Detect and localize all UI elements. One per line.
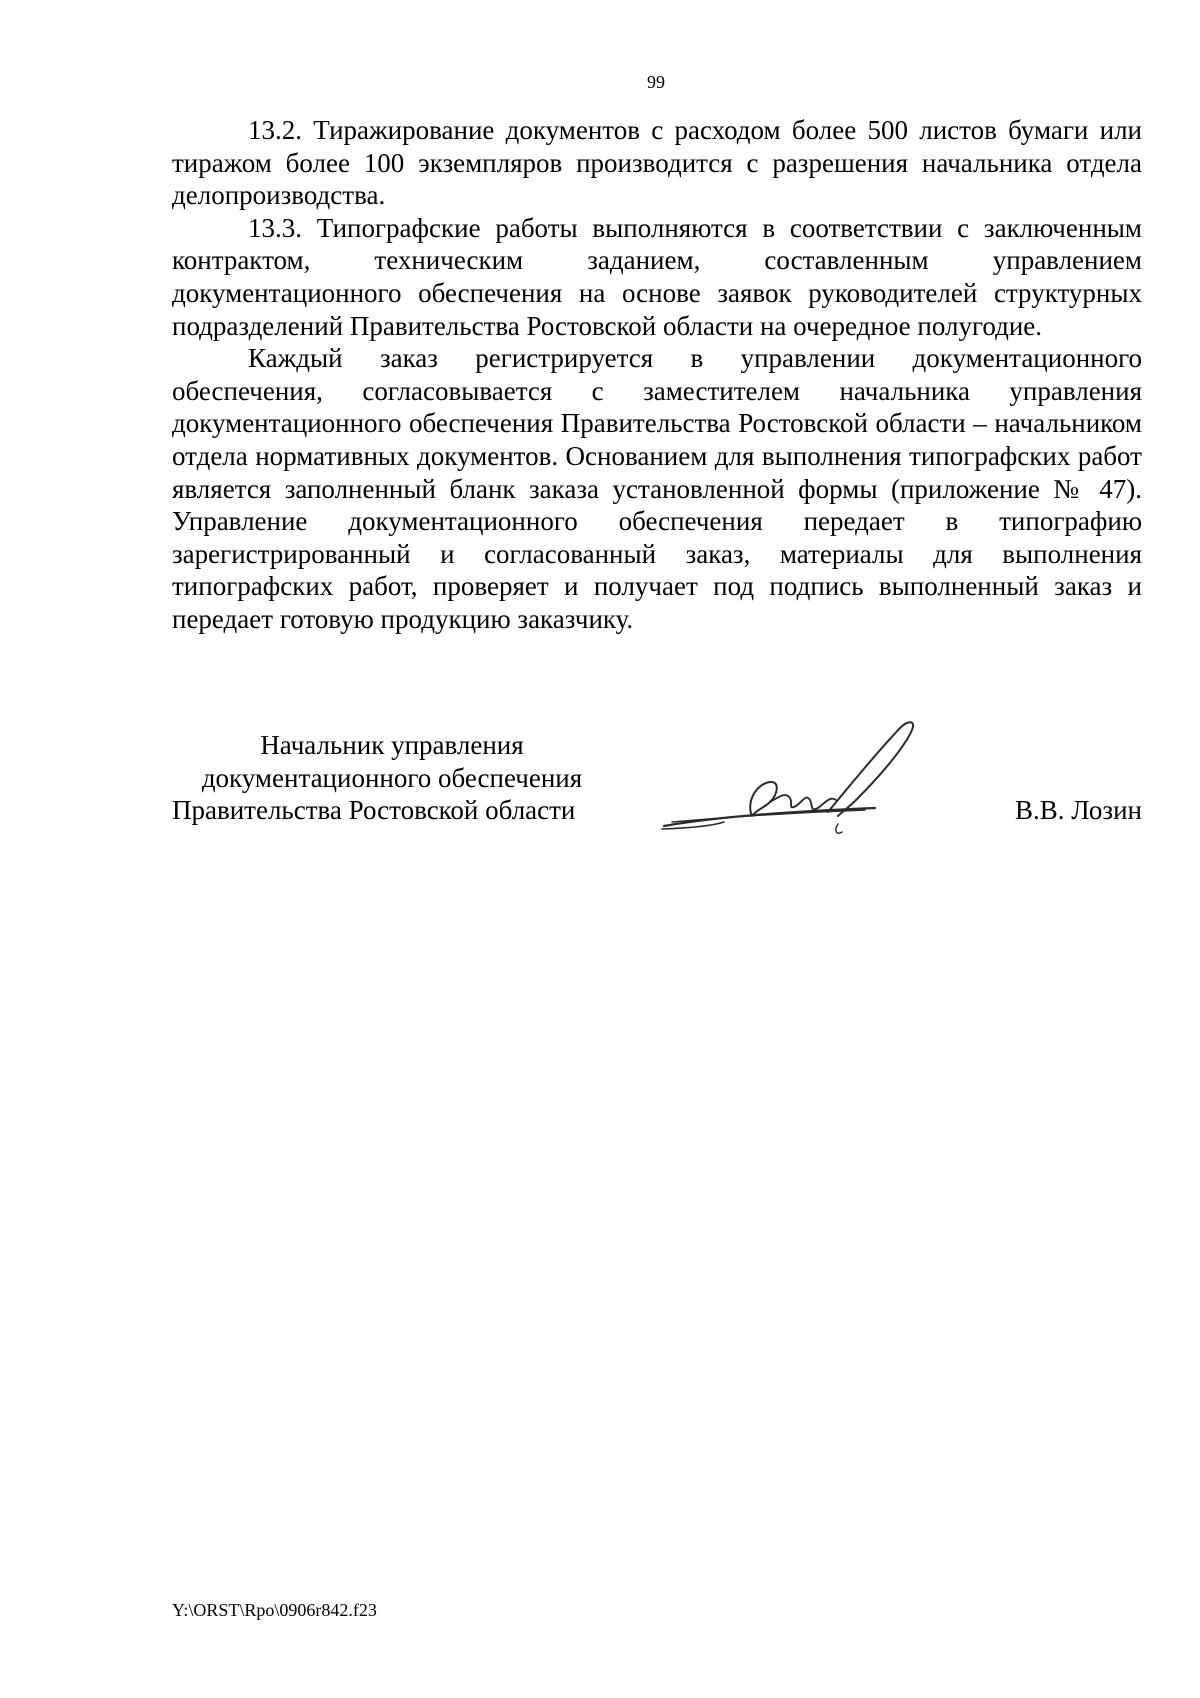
signatory-position-line-1: Начальник управления: [260, 730, 524, 760]
signatory-position-line-3: Правительства Ростовской области: [172, 795, 576, 826]
signatory-position-line-2: документационного обеспечения: [201, 762, 583, 793]
paragraph-13-2: 13.2. Тиражирование документов с расходом более 500 листов бумаги или тиражом более 100 экземпляров производится с разрешения начальника отдела делопроизводства.: [172, 115, 1142, 211]
page-number: 99: [647, 72, 665, 92]
document-body: [172, 114, 1142, 636]
handwritten-signature-icon: [660, 712, 950, 842]
paragraph-order-registration: Каждый заказ регистрируется в управлении документационного обеспечения, согласовывается с заместителем начальника управления документационного обеспечения Правительства Ростовской области – начальником отдела нормативных документов. Основанием для выполнения типографских работ является заполненный бланк заказа установленной формы (приложение № 47). Управление документационного обеспечения передает в типографию зарегистрированный и согласованный заказ, материалы для выполнения типографских работ, проверяет и получает под подпись выполненный заказ и передает готовую продукцию заказчику.: [172, 343, 1142, 634]
paragraph-13-3: 13.3. Типографские работы выполняются в соответствии с заключенным контрактом, техническим заданием, составленным управлением документационного обеспечения на основе заявок руководителей структурных подразделений Правительства Ростовской области на очередное полугодие.: [172, 212, 1142, 341]
file-path-footer: Y:\ORST\Rpo\0906r842.f23: [172, 1600, 377, 1620]
signature-block: [172, 729, 1142, 849]
signatory-name: В.В. Лозин: [1015, 795, 1142, 825]
signatory-position: [172, 729, 612, 827]
